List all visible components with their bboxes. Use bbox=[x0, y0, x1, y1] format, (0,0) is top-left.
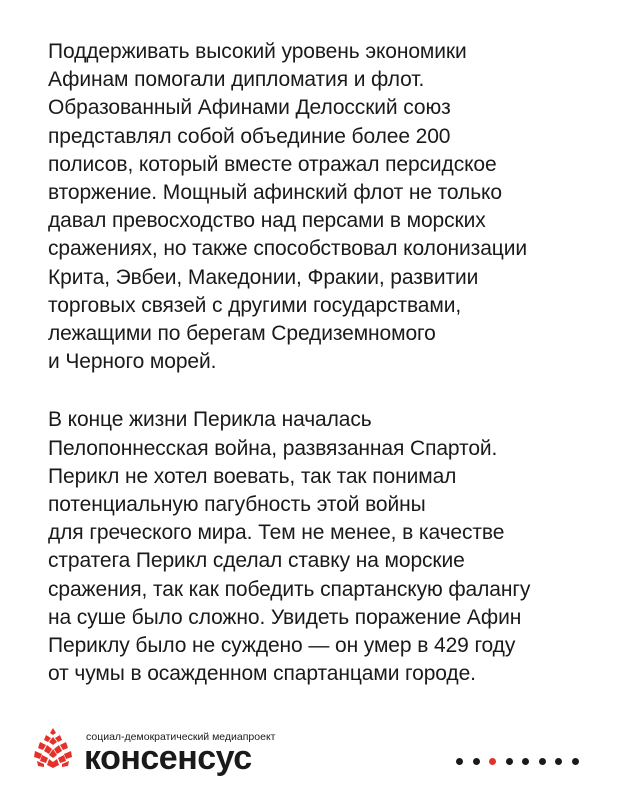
text-line: на суше было сложно. Увидеть поражение Афин bbox=[48, 605, 522, 629]
text-line: Образованный Афинами Делосский союз bbox=[48, 96, 451, 120]
logo-tagline: социал-демократический медиапроект bbox=[86, 731, 276, 743]
text-line: сражениях, но также способствовал колонизации bbox=[48, 237, 527, 261]
text-line: сражения, так как победить спартанскую фалангу bbox=[48, 577, 531, 601]
pager-dot bbox=[555, 758, 562, 765]
paragraph-1 bbox=[48, 38, 608, 376]
pagination-dots bbox=[456, 756, 579, 766]
pager-dot bbox=[456, 758, 463, 765]
pager-dot bbox=[506, 758, 513, 765]
pager-dot bbox=[572, 758, 579, 765]
text-line: полисов, который вместе отражал персидское bbox=[48, 152, 497, 176]
footer bbox=[0, 700, 640, 800]
text-line: Перикл не хотел воевать, так так понимал bbox=[48, 464, 457, 488]
text-line: для греческого мира. Тем не менее, в качестве bbox=[48, 521, 505, 545]
text-line: лежащими по берегам Средиземномого bbox=[48, 322, 436, 346]
brand-logo bbox=[32, 726, 302, 776]
paragraph-2 bbox=[48, 406, 608, 688]
pager-dot bbox=[473, 758, 480, 765]
logo-wordmark: консенсус bbox=[84, 739, 252, 777]
text-line: вторжение. Мощный афинский флот не только bbox=[48, 181, 502, 205]
text-line: стратега Перикл сделал ставку на морские bbox=[48, 549, 465, 573]
text-line: Пелопоннесская война, развязанная Спартой. bbox=[48, 436, 498, 460]
text-line: давал превосходство над персами в морских bbox=[48, 209, 486, 233]
text-line: торговых связей с другими государствами, bbox=[48, 293, 462, 317]
text-line: Афинам помогали дипломатия и флот. bbox=[48, 68, 425, 92]
text-line: Крита, Эвбеи, Македонии, Фракии, развитии bbox=[48, 265, 479, 289]
text-line: Поддерживать высокий уровень экономики bbox=[48, 40, 467, 63]
article-body bbox=[48, 38, 608, 688]
text-line: представлял собой объединие более 200 bbox=[48, 124, 451, 148]
pager-dot bbox=[522, 758, 529, 765]
pager-dot-active bbox=[489, 758, 496, 765]
text-line: потенциальную пагубность этой войны bbox=[48, 493, 426, 517]
text-line: В конце жизни Перикла началась bbox=[48, 408, 372, 432]
pinecone-icon bbox=[32, 726, 74, 772]
text-line: Периклу было не суждено — он умер в 429 году bbox=[48, 634, 516, 658]
text-line: от чумы в осажденном спартанцами городе. bbox=[48, 662, 476, 686]
pager-dot bbox=[539, 758, 546, 765]
text-line: и Черного морей. bbox=[48, 350, 217, 374]
